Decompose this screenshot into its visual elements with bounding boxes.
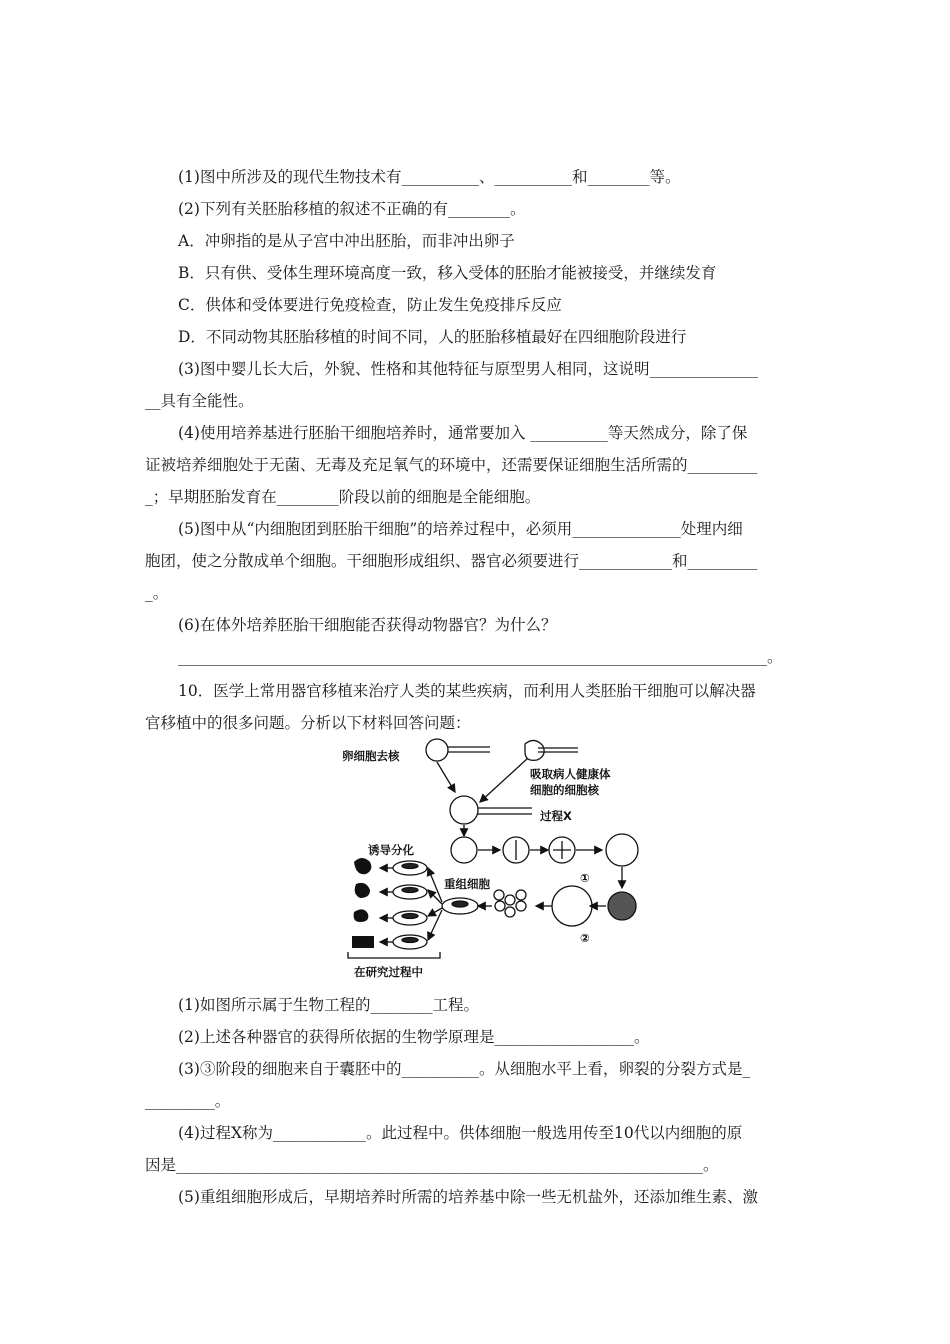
organ-tissue-icon bbox=[352, 936, 374, 948]
q10-part2: (2)上述各种器官的获得所依据的生物学原理是__________________。 bbox=[178, 1028, 650, 1046]
label-take-nucleus-2: 细胞的细胞核 bbox=[530, 783, 599, 797]
label-take-nucleus-1: 吸取病人健康体 bbox=[530, 767, 611, 781]
donor-cell-icon bbox=[525, 740, 544, 760]
morula-dense-icon bbox=[608, 892, 636, 920]
organ-heart-icon bbox=[354, 909, 369, 922]
label-research: 在研究过程中 bbox=[354, 965, 423, 979]
blastocyst-icon bbox=[552, 886, 592, 926]
q9-part2: (2)下列有关胚胎移植的叙述不正确的有________。 bbox=[178, 200, 526, 218]
cloning-diagram bbox=[340, 738, 670, 988]
q9-part4-line1: (4)使用培养基进行胚胎干细胞培养时，通常要加入 __________等天然成分，除了保 bbox=[178, 424, 748, 442]
q9-part5-line1: (5)图中从“内细胞团到胚胎干细胞”的培养过程中，必须用______________处理内细 bbox=[178, 520, 743, 538]
q10-part4-line1: (4)过程X称为____________。此过程中。供体细胞一般选用传至10代以内细胞的原 bbox=[178, 1124, 743, 1142]
q9-part6-line1: (6)在体外培养胚胎干细胞能否获得动物器官？为什么？ bbox=[178, 616, 557, 634]
q10-intro-line2: 官移植中的很多问题。分析以下材料回答问题： bbox=[145, 714, 471, 732]
label-induce: 诱导分化 bbox=[368, 843, 414, 857]
q9-part1: (1)图中所涉及的现代生物技术有__________、__________和________等。 bbox=[178, 168, 681, 186]
q9-option-c: C．供体和受体要进行免疫检查，防止发生免疫排斥反应 bbox=[178, 296, 562, 314]
organ-lung-icon bbox=[354, 858, 371, 874]
q9-option-b: B．只有供、受体生理环境高度一致，移入受体的胚胎才能被接受，并继续发育 bbox=[178, 264, 717, 282]
q10-part3-line2: _________。 bbox=[145, 1092, 231, 1110]
zygote-icon bbox=[451, 837, 477, 863]
q9-option-d: D．不同动物其胚胎移植的时间不同，人的胚胎移植最好在四细胞阶段进行 bbox=[178, 328, 687, 346]
q9-part6-answer-line: ____________________________________________________________________________。 bbox=[178, 648, 783, 666]
q9-part5-line2: 胞团，使之分散成单个细胞。干细胞形成组织、器官必须要进行____________和_________ bbox=[145, 552, 758, 570]
organ-liver-icon bbox=[355, 883, 370, 898]
q10-part1: (1)如图所示属于生物工程的________工程。 bbox=[178, 996, 479, 1014]
label-enucleate: 卵细胞去核 bbox=[342, 749, 400, 763]
oocyte-icon bbox=[426, 739, 448, 761]
q10-part4-line2: 因是____________________________________________________________________。 bbox=[145, 1156, 719, 1174]
q9-part4-line2: 证被培养细胞处于无菌、无毒及充足氧气的环境中，还需要保证细胞生活所需的_________ bbox=[145, 456, 758, 474]
q9-part3-line2: __具有全能性。 bbox=[145, 392, 254, 410]
label-circle-1: ① bbox=[580, 871, 590, 885]
q9-part4-line3: _；早期胚胎发育在________阶段以前的细胞是全能细胞。 bbox=[145, 488, 541, 506]
q10-part5-line1: (5)重组细胞形成后，早期培养时所需的培养基中除一些无机盐外，还添加维生素、激 bbox=[178, 1188, 758, 1206]
label-recombined: 重组细胞 bbox=[444, 877, 490, 891]
q10-intro-line1: 10．医学上常用器官移植来治疗人类的某些疾病，而利用人类胚胎干细胞可以解决器 bbox=[178, 682, 756, 700]
q9-part5-line3: _。 bbox=[145, 584, 169, 602]
q10-part3-line1: (3)③阶段的细胞来自于囊胚中的__________。从细胞水平上看，卵裂的分裂方式是_ bbox=[178, 1060, 751, 1078]
reconstructed-oocyte-icon bbox=[450, 796, 478, 824]
q9-part3-line1: (3)图中婴儿长大后，外貌、性格和其他特征与原型男人相同，这说明______________ bbox=[178, 360, 758, 378]
label-circle-2: ② bbox=[580, 931, 590, 945]
label-process-x: 过程X bbox=[540, 809, 572, 823]
morula-icon bbox=[606, 834, 638, 866]
q9-option-a: A．冲卵指的是从子宫中冲出胚胎，而非冲出卵子 bbox=[178, 232, 515, 250]
